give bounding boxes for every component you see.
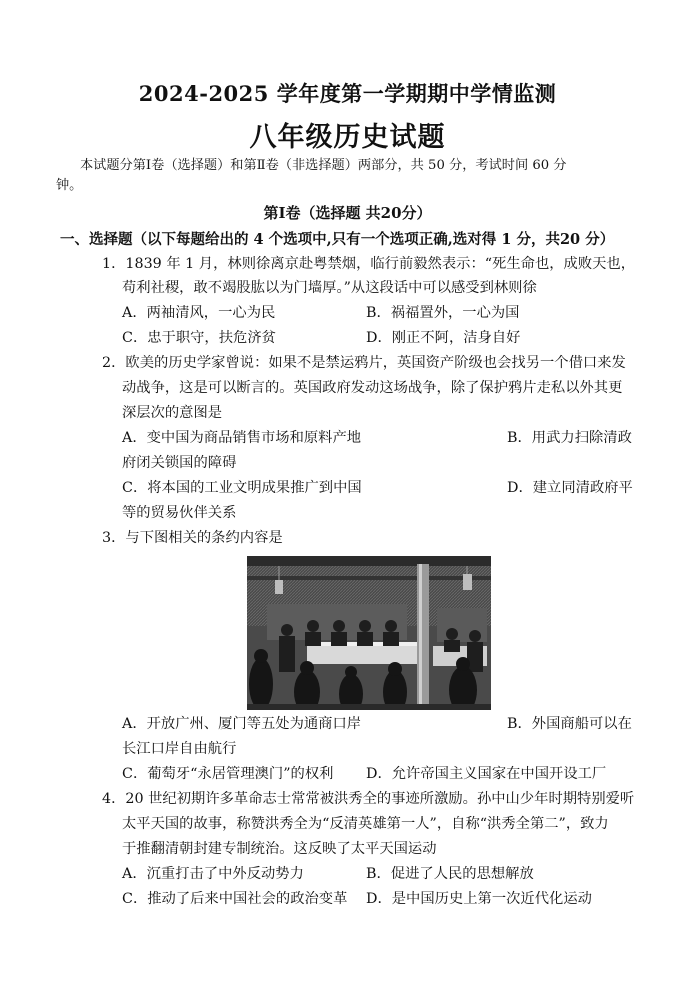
question-2-line-2: 动战争，这是可以断言的。英国政府发动这场战争，除了保护鸦片走私以外其更 <box>122 380 623 396</box>
intro-line-1: 本试题分第Ⅰ卷（选择题）和第Ⅱ卷（非选择题）两部分，共 50 分，考试时间 60 分 <box>80 158 567 173</box>
question-4-option-d: D．是中国历史上第一次近代化运动 <box>366 891 592 907</box>
question-3-line-1: 3．与下图相关的条约内容是 <box>102 530 283 546</box>
question-1-option-c: C．忠于职守，扶危济贫 <box>122 330 276 346</box>
exam-subtitle: 八年级历史试题 <box>249 122 446 153</box>
question-3-option-b-cont: 长江口岸自由航行 <box>122 741 237 757</box>
question-1-option-d: D．刚正不阿，洁身自好 <box>366 330 521 346</box>
question-2-option-c: C．将本国的工业文明成果推广到中国 <box>122 480 362 496</box>
question-3-option-d: D．允许帝国主义国家在中国开设工厂 <box>366 766 607 782</box>
question-2-option-b: B．用武力扫除清政 <box>507 430 632 446</box>
question-1-line-1: 1．1839 年 1 月，林则徐离京赴粤禁烟，临行前毅然表示：“死生命也，成败天也， <box>102 256 636 272</box>
question-2-option-d: D．建立同清政府平 <box>507 480 633 496</box>
question-1-option-a: A．两袖清风，一心为民 <box>122 305 276 321</box>
question-4-line-3: 于推翻清朝封建专制统治。这反映了太平天国运动 <box>122 841 437 857</box>
question-2-line-3: 深层次的意图是 <box>122 405 223 421</box>
question-1-line-2: 苟利社稷，敢不竭股肱以为门墙厚。”从这段话中可以感受到林则徐 <box>122 280 537 296</box>
question-4-option-a: A．沉重打击了中外反动势力 <box>122 866 304 882</box>
question-1-option-b: B．祸福置外，一心为国 <box>366 305 520 321</box>
question-4-line-1: 4．20 世纪初期许多革命志士常常被洪秀全的事迹所激励。孙中山少年时期特别爱听 <box>102 791 635 807</box>
exam-title: 2024-2025 学年度第一学期期中学情监测 <box>138 81 557 106</box>
exam-instructions <box>58 156 643 196</box>
question-3-option-b: B．外国商船可以在 <box>507 716 632 732</box>
intro-line-2: 钟。 <box>56 178 83 193</box>
question-4-option-c: C．推动了后来中国社会的政治变革 <box>122 891 348 907</box>
question-2-option-d-cont: 等的贸易伙伴关系 <box>122 505 237 521</box>
section-title: 第Ⅰ卷（选择题 共20分） <box>263 204 432 222</box>
treaty-signing-illustration <box>247 556 491 710</box>
question-2-option-b-cont: 府闭关锁国的障碍 <box>122 455 237 471</box>
question-3-option-a: A．开放广州、厦门等五处为通商口岸 <box>122 716 362 732</box>
question-2-option-a: A．变中国为商品销售市场和原料产地 <box>122 430 362 446</box>
question-4-line-2: 太平天国的故事，称赞洪秀全为“反清英雄第一人”，自称“洪秀全第二”，致力 <box>122 816 609 832</box>
treaty-signing-engraving <box>247 556 491 710</box>
part-title: 一、选择题（以下每题给出的 4 个选项中,只有一个选项正确,选对得 1 分，共20 分） <box>60 231 615 248</box>
question-4-option-b: B．促进了人民的思想解放 <box>366 866 534 882</box>
question-3-option-c: C．葡萄牙“永居管理澳门”的权利 <box>122 766 334 782</box>
question-2-line-1: 2．欧美的历史学家曾说：如果不是禁运鸦片，英国资产阶级也会找另一个借口来发 <box>102 355 626 371</box>
